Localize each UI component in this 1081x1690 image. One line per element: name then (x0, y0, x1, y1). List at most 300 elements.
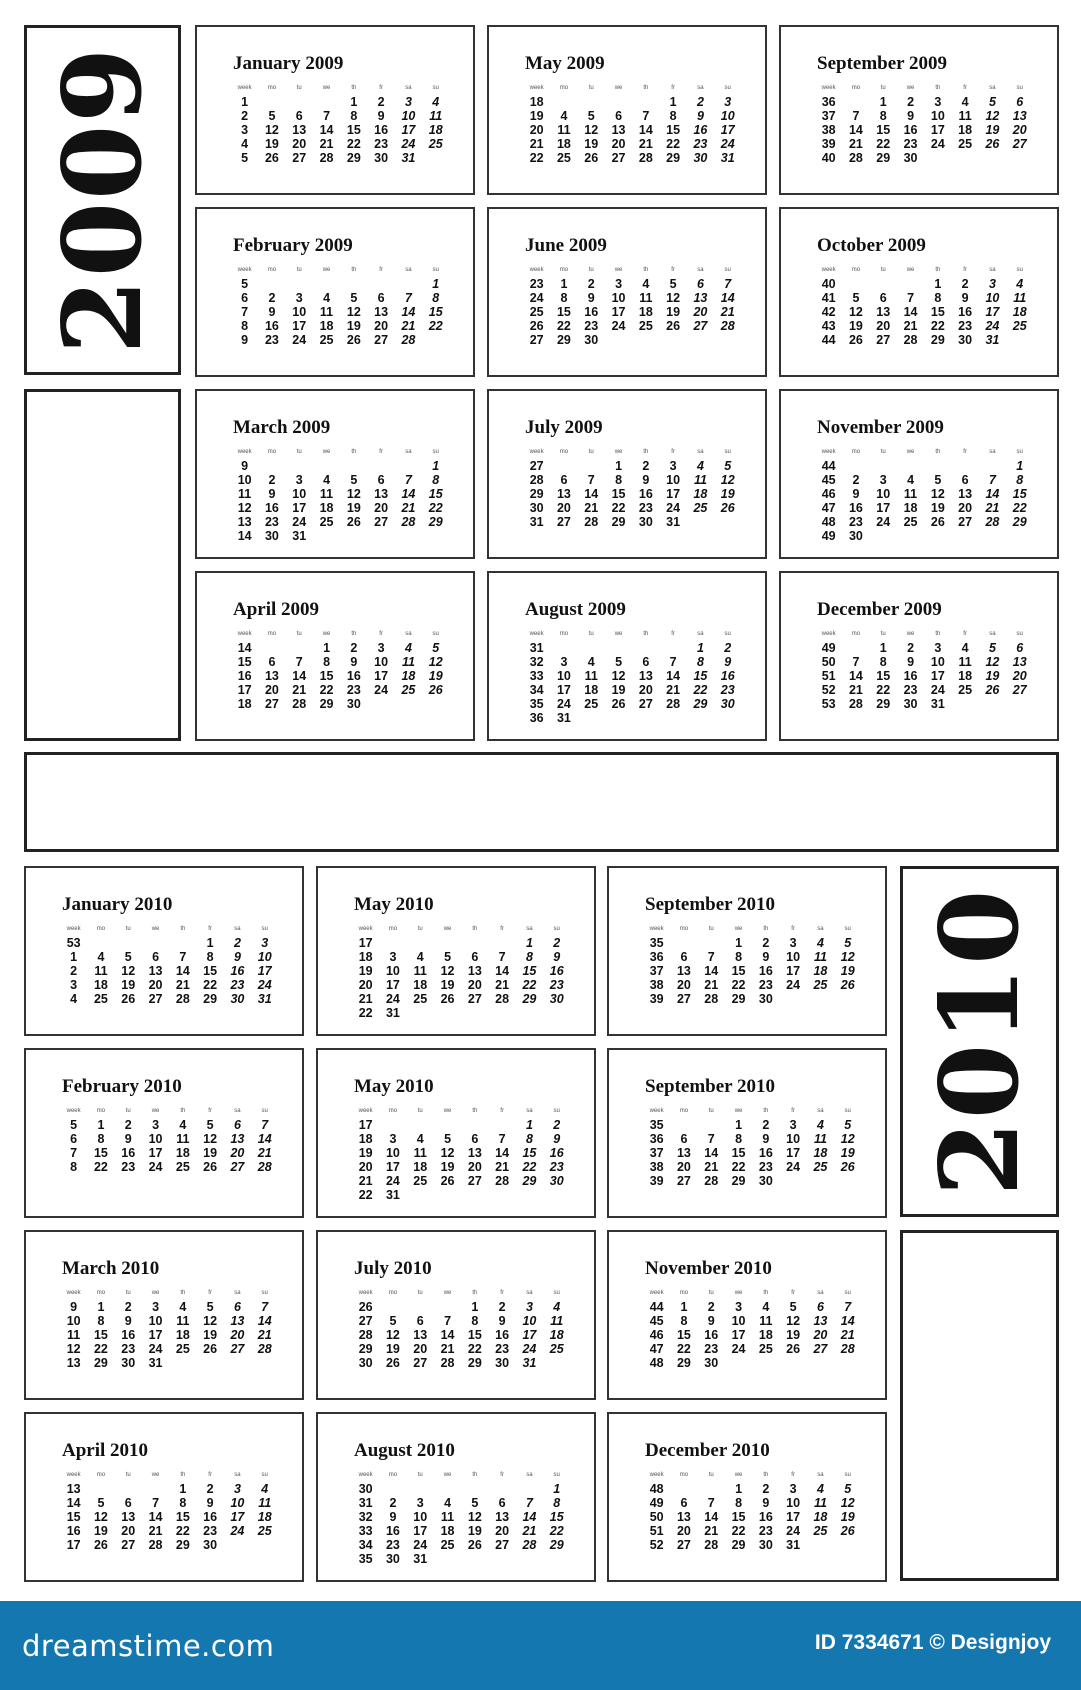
day-cell: 15 (522, 1146, 537, 1160)
day-cell: 10 (401, 109, 416, 123)
day-cell: 28 (401, 333, 416, 347)
week-row (352, 1300, 570, 1314)
day-cell: 10 (786, 950, 801, 964)
day-cell: 13 (813, 1314, 828, 1328)
week-row (643, 1174, 861, 1188)
day-cell: 23 (264, 515, 279, 529)
day-cell: 8 (1016, 473, 1024, 487)
day-cell: 24 (666, 501, 681, 515)
weekday-label: week (821, 267, 836, 273)
day-cell: 6 (377, 291, 385, 305)
day-cell: 12 (840, 1132, 855, 1146)
week-number: 48 (821, 515, 836, 529)
day-cell: 23 (903, 137, 918, 151)
weekday-header (815, 85, 1033, 95)
day-cell: 6 (124, 1496, 132, 1510)
day-cell: 3 (934, 95, 942, 109)
day-cell: 16 (549, 1146, 564, 1160)
day-cell: 2 (268, 291, 276, 305)
day-cell: 30 (903, 697, 918, 711)
weekday-label: mo (96, 1290, 106, 1296)
day-cell: 9 (268, 487, 276, 501)
day-cell: 19 (346, 319, 361, 333)
week-row (643, 1132, 861, 1146)
week-number: 21 (358, 992, 373, 1006)
week-row (815, 95, 1033, 109)
week-row (815, 683, 1033, 697)
weekday-label: week (529, 449, 544, 455)
day-cell: 17 (385, 1160, 400, 1174)
day-cell: 11 (413, 1146, 427, 1160)
weekday-header (643, 1290, 861, 1300)
weekday-label: week (821, 85, 836, 91)
day-cell: 17 (385, 978, 400, 992)
weekday-label: we (322, 449, 331, 455)
day-cell: 22 (522, 1160, 537, 1174)
weekday-header (231, 267, 449, 277)
day-cell: 5 (444, 1132, 452, 1146)
day-cell: 1 (350, 95, 358, 109)
day-cell: 31 (985, 333, 1000, 347)
weekday-label: we (151, 926, 160, 932)
weekday-label: sa (234, 1290, 241, 1296)
weekday-label: tu (588, 267, 594, 273)
day-cell: 6 (233, 1300, 241, 1314)
day-cell: 29 (522, 992, 537, 1006)
day-cell: 6 (233, 1118, 241, 1132)
day-cell: 27 (676, 1174, 691, 1188)
week-row (352, 1188, 570, 1202)
day-cell: 5 (669, 277, 677, 291)
week-number: 35 (649, 936, 664, 950)
day-cell: 20 (230, 1146, 245, 1160)
day-cell: 11 (319, 487, 334, 501)
week-number: 33 (529, 669, 544, 683)
month-calendar (24, 1412, 304, 1582)
day-cell: 21 (848, 137, 863, 151)
day-cell: 24 (230, 1524, 245, 1538)
week-number: 31 (358, 1496, 373, 1510)
weekday-label: sa (697, 449, 704, 455)
day-cell: 4 (97, 950, 105, 964)
day-cell: 8 (525, 950, 533, 964)
week-row (643, 1314, 861, 1328)
day-cell: 10 (385, 964, 400, 978)
day-cell: 9 (377, 109, 385, 123)
week-row (643, 1496, 861, 1510)
day-cell: 25 (958, 137, 973, 151)
day-cell: 1 (680, 1300, 688, 1314)
day-cell: 1 (97, 1300, 105, 1314)
day-cell: 4 (323, 291, 331, 305)
month-calendar (316, 1048, 596, 1218)
week-number: 37 (821, 109, 836, 123)
day-cell: 19 (440, 1160, 455, 1174)
day-cell: 21 (440, 1342, 455, 1356)
day-cell: 17 (148, 1328, 163, 1342)
day-cell: 26 (93, 1538, 108, 1552)
day-cell: 20 (813, 1328, 828, 1342)
day-cell: 25 (549, 1342, 564, 1356)
weekday-label: week (358, 1108, 373, 1114)
day-cell: 23 (495, 1342, 510, 1356)
week-row (60, 978, 278, 992)
weekday-label: fr (379, 85, 383, 91)
day-cell: 27 (693, 319, 708, 333)
week-number: 22 (529, 151, 544, 165)
weekday-label: sa (817, 1472, 824, 1478)
day-cell: 18 (257, 1510, 272, 1524)
day-cell: 9 (587, 291, 595, 305)
day-grid (815, 631, 1033, 711)
day-cell: 5 (844, 1482, 852, 1496)
day-cell: 7 (852, 655, 860, 669)
day-cell: 20 (638, 683, 653, 697)
day-cell: 31 (385, 1006, 400, 1020)
day-cell: 5 (350, 291, 358, 305)
day-cell: 9 (852, 487, 860, 501)
day-cell: 6 (961, 473, 969, 487)
week-number: 11 (238, 487, 252, 501)
day-cell: 16 (958, 305, 973, 319)
week-number: 14 (237, 641, 252, 655)
day-cell: 2 (852, 473, 860, 487)
day-cell: 17 (786, 964, 801, 978)
week-number: 18 (529, 95, 544, 109)
weekday-label: tu (880, 85, 886, 91)
weekday-label: fr (379, 631, 383, 637)
day-cell: 27 (813, 1342, 828, 1356)
day-cell: 25 (758, 1342, 773, 1356)
day-cell: 17 (666, 487, 681, 501)
weekday-label: sa (989, 631, 996, 637)
week-row (352, 1356, 570, 1370)
weekday-label: th (935, 631, 941, 637)
day-cell: 13 (230, 1314, 245, 1328)
week-row (231, 137, 449, 151)
week-number: 27 (529, 459, 544, 473)
weekday-label: fr (791, 1108, 795, 1114)
day-cell: 11 (401, 655, 415, 669)
week-row (352, 936, 570, 950)
day-cell: 29 (731, 1538, 746, 1552)
day-cell: 18 (175, 1328, 190, 1342)
day-cell: 2 (762, 1482, 770, 1496)
day-cell: 22 (319, 683, 334, 697)
month-title: January 2010 (62, 894, 173, 915)
weekday-label: tu (125, 1472, 131, 1478)
day-cell: 24 (876, 515, 891, 529)
weekday-label: we (614, 449, 623, 455)
day-cell: 7 (295, 655, 303, 669)
day-cell: 15 (346, 123, 361, 137)
week-row (352, 1146, 570, 1160)
day-cell: 2 (124, 1118, 132, 1132)
day-grid (352, 1290, 570, 1370)
week-number: 39 (649, 1174, 664, 1188)
day-cell: 14 (292, 669, 307, 683)
weekday-label: su (724, 85, 731, 91)
week-row (815, 473, 1033, 487)
day-cell: 6 (680, 1496, 688, 1510)
day-cell: 7 (669, 655, 677, 669)
day-cell: 17 (374, 669, 389, 683)
day-cell: 20 (1012, 669, 1027, 683)
day-cell: 24 (257, 978, 272, 992)
day-cell: 21 (704, 1160, 719, 1174)
day-cell: 13 (230, 1132, 245, 1146)
week-number: 9 (70, 1300, 78, 1314)
weekday-label: th (935, 449, 941, 455)
day-cell: 31 (522, 1356, 537, 1370)
day-cell: 17 (876, 501, 891, 515)
week-number: 17 (358, 1118, 373, 1132)
day-cell: 14 (175, 964, 190, 978)
weekday-label: tu (880, 267, 886, 273)
weekday-label: we (906, 449, 915, 455)
day-cell: 7 (724, 277, 732, 291)
day-cell: 17 (401, 123, 416, 137)
blank-panel-2010 (900, 1230, 1059, 1581)
month-calendar (487, 25, 767, 195)
day-cell: 11 (813, 1132, 827, 1146)
day-cell: 28 (903, 333, 918, 347)
day-cell: 31 (401, 151, 416, 165)
day-cell: 12 (203, 1132, 218, 1146)
day-cell: 11 (557, 123, 571, 137)
day-cell: 27 (638, 697, 653, 711)
week-row (231, 529, 449, 543)
day-cell: 1 (669, 95, 677, 109)
week-row (60, 936, 278, 950)
weekday-label: fr (500, 1290, 504, 1296)
week-number: 31 (529, 515, 544, 529)
weekday-label: week (66, 926, 81, 932)
day-grid (523, 449, 741, 529)
weekday-header (643, 926, 861, 936)
week-row (523, 459, 741, 473)
day-cell: 23 (121, 1342, 136, 1356)
day-cell: 11 (903, 487, 918, 501)
day-cell: 19 (203, 1146, 218, 1160)
week-row (815, 459, 1033, 473)
weekday-label: su (1016, 631, 1023, 637)
weekday-label: th (180, 1290, 186, 1296)
day-cell: 4 (762, 1300, 770, 1314)
month-title: July 2010 (354, 1258, 432, 1279)
day-cell: 6 (879, 291, 887, 305)
day-grid (643, 1290, 861, 1370)
day-cell: 14 (840, 1314, 855, 1328)
weekday-label: mo (679, 926, 689, 932)
day-cell: 7 (525, 1496, 533, 1510)
day-cell: 30 (758, 1174, 773, 1188)
weekday-label: tu (880, 449, 886, 455)
year-2010-panel (900, 866, 1059, 1217)
weekday-label: sa (234, 1108, 241, 1114)
year-2010-label: 2010 (916, 887, 1043, 1196)
day-cell: 11 (258, 1496, 272, 1510)
month-calendar (607, 866, 887, 1036)
week-number: 1 (241, 95, 249, 109)
day-cell: 7 (907, 291, 915, 305)
day-cell: 14 (401, 305, 416, 319)
day-cell: 15 (693, 669, 708, 683)
weekday-label: we (151, 1290, 160, 1296)
day-cell: 3 (295, 291, 303, 305)
week-number: 53 (821, 697, 836, 711)
weekday-header (231, 631, 449, 641)
day-cell: 10 (556, 669, 571, 683)
day-cell: 3 (152, 1118, 160, 1132)
month-title: February 2010 (62, 1076, 182, 1097)
day-cell: 28 (840, 1342, 855, 1356)
week-row (60, 1510, 278, 1524)
day-cell: 16 (758, 964, 773, 978)
week-number: 7 (70, 1146, 78, 1160)
weekday-label: th (763, 1290, 769, 1296)
weekday-label: we (322, 631, 331, 637)
day-cell: 22 (731, 1160, 746, 1174)
week-row (60, 1132, 278, 1146)
day-cell: 8 (471, 1314, 479, 1328)
week-number: 36 (821, 95, 836, 109)
day-cell: 10 (374, 655, 389, 669)
week-number: 51 (649, 1524, 664, 1538)
weekday-header (352, 1290, 570, 1300)
day-cell: 14 (495, 1146, 510, 1160)
day-cell: 11 (958, 655, 972, 669)
weekday-label: week (649, 1108, 664, 1114)
day-cell: 30 (758, 992, 773, 1006)
day-cell: 13 (676, 1510, 691, 1524)
weekday-label: fr (208, 1108, 212, 1114)
day-cell: 8 (680, 1314, 688, 1328)
day-cell: 10 (666, 473, 681, 487)
day-cell: 26 (440, 1174, 455, 1188)
day-cell: 28 (638, 151, 653, 165)
day-cell: 21 (292, 683, 307, 697)
week-number: 37 (649, 1146, 664, 1160)
day-cell: 7 (152, 1496, 160, 1510)
day-cell: 16 (903, 123, 918, 137)
day-cell: 28 (720, 319, 735, 333)
day-cell: 5 (97, 1496, 105, 1510)
day-cell: 26 (786, 1342, 801, 1356)
month-calendar (316, 1230, 596, 1400)
week-row (352, 1524, 570, 1538)
week-row (643, 1510, 861, 1524)
day-cell: 27 (374, 515, 389, 529)
weekday-header (523, 267, 741, 277)
day-cell: 16 (264, 501, 279, 515)
week-number: 50 (821, 655, 836, 669)
day-cell: 23 (704, 1342, 719, 1356)
day-cell: 27 (121, 1538, 136, 1552)
day-grid (352, 1108, 570, 1202)
week-row (815, 333, 1033, 347)
week-row (523, 487, 741, 501)
day-cell: 22 (731, 978, 746, 992)
day-cell: 23 (638, 501, 653, 515)
day-cell: 25 (175, 1342, 190, 1356)
weekday-label: sa (405, 85, 412, 91)
day-cell: 25 (813, 1524, 828, 1538)
weekday-label: fr (791, 926, 795, 932)
day-cell: 10 (230, 1496, 245, 1510)
month-calendar (195, 207, 475, 377)
month-title: April 2010 (62, 1440, 149, 1461)
day-cell: 14 (848, 123, 863, 137)
day-cell: 20 (676, 978, 691, 992)
day-cell: 19 (428, 669, 443, 683)
weekday-header (523, 449, 741, 459)
day-cell: 4 (560, 109, 568, 123)
weekday-label: su (432, 267, 439, 273)
day-cell: 3 (669, 459, 677, 473)
day-cell: 29 (693, 697, 708, 711)
day-cell: 13 (638, 669, 653, 683)
day-cell: 9 (642, 473, 650, 487)
weekday-label: su (261, 1290, 268, 1296)
day-cell: 21 (720, 305, 735, 319)
day-cell: 21 (495, 978, 510, 992)
day-cell: 10 (720, 109, 735, 123)
dreamstime-logo[interactable]: dreamstime.com (22, 1629, 275, 1663)
day-cell: 2 (268, 473, 276, 487)
day-cell: 23 (549, 1160, 564, 1174)
day-cell: 12 (848, 305, 863, 319)
week-number: 31 (529, 641, 544, 655)
day-cell: 2 (707, 1300, 715, 1314)
day-cell: 29 (319, 697, 334, 711)
month-calendar (487, 389, 767, 559)
day-cell: 7 (707, 950, 715, 964)
day-cell: 11 (413, 964, 427, 978)
day-cell: 29 (876, 697, 891, 711)
weekday-label: we (151, 1472, 160, 1478)
day-cell: 18 (584, 683, 599, 697)
day-cell: 8 (432, 291, 440, 305)
weekday-label: week (358, 926, 373, 932)
weekday-label: week (649, 1472, 664, 1478)
day-cell: 11 (693, 473, 707, 487)
week-row (523, 501, 741, 515)
weekday-label: we (151, 1108, 160, 1114)
day-cell: 23 (693, 137, 708, 151)
weekday-label: su (261, 926, 268, 932)
weekday-header (352, 1108, 570, 1118)
weekday-label: tu (296, 267, 302, 273)
week-number: 20 (358, 1160, 373, 1174)
day-cell: 22 (611, 501, 626, 515)
weekday-label: mo (388, 926, 398, 932)
weekday-label: th (180, 1472, 186, 1478)
day-cell: 23 (203, 1524, 218, 1538)
day-cell: 28 (704, 1174, 719, 1188)
month-calendar (779, 207, 1059, 377)
day-cell: 7 (404, 473, 412, 487)
day-cell: 31 (720, 151, 735, 165)
month-title: August 2009 (525, 599, 626, 620)
day-cell: 31 (292, 529, 307, 543)
day-cell: 15 (522, 964, 537, 978)
day-cell: 27 (292, 151, 307, 165)
day-cell: 13 (958, 487, 973, 501)
day-cell: 8 (934, 291, 942, 305)
day-cell: 9 (553, 1132, 561, 1146)
day-cell: 4 (404, 641, 412, 655)
